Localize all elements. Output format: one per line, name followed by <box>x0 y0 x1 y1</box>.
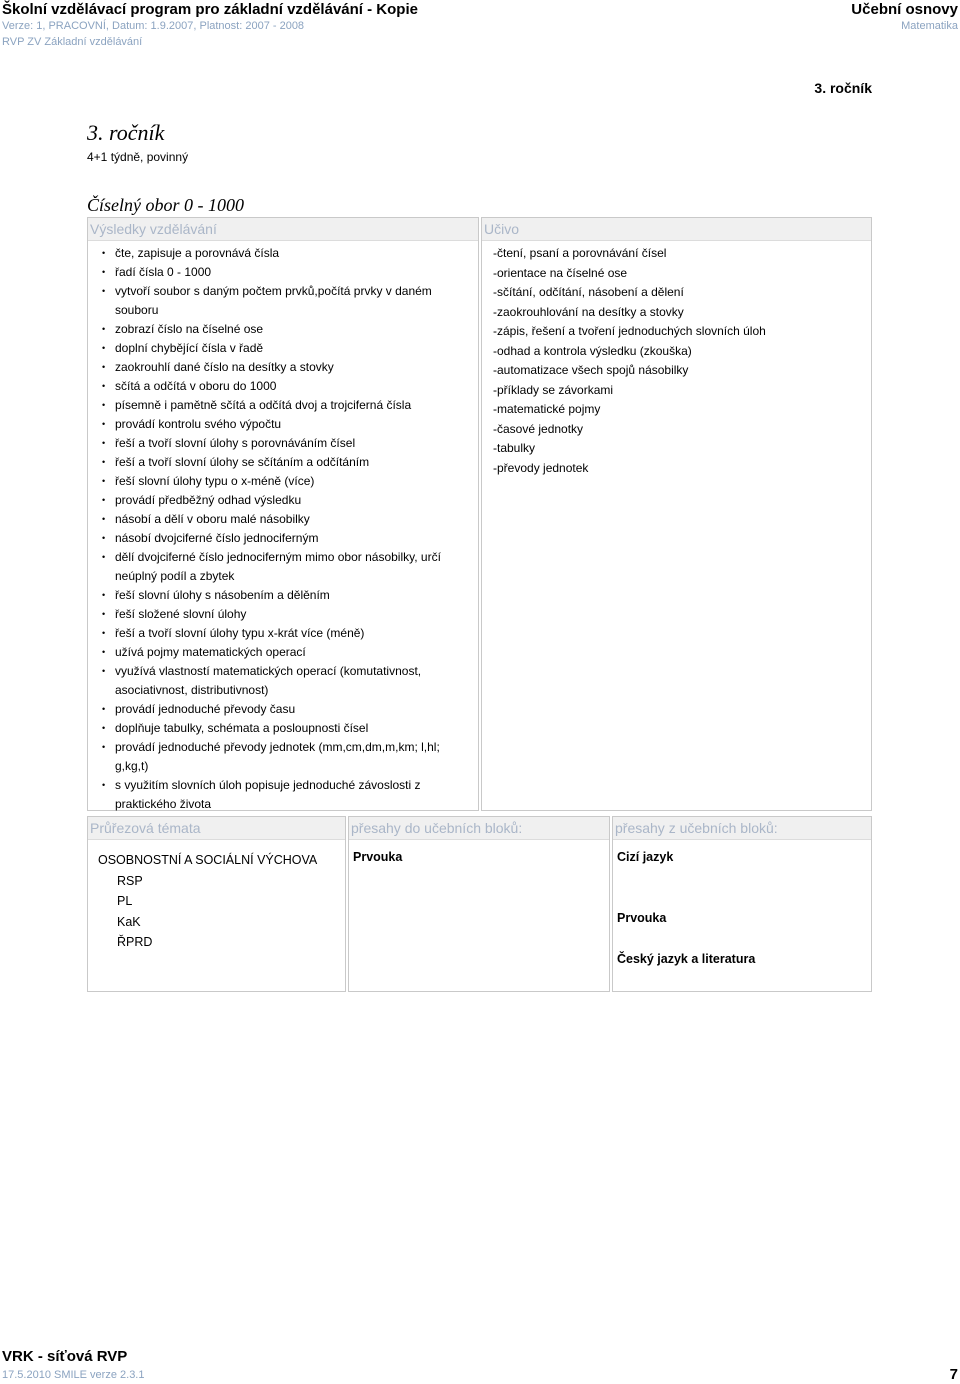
outcome-item: • doplňuje tabulky, schémata a posloupnosti čísel <box>88 719 478 738</box>
overlaps-from-box <box>612 816 872 992</box>
outcome-item: • řeší slovní úlohy s násobením a dělěním <box>88 586 478 605</box>
curriculum-item: -automatizace všech spojů násobilky <box>493 363 689 377</box>
curriculum-item: -odhad a kontrola výsledku (zkouška) <box>493 343 692 358</box>
outcome-item: • řeší a tvoří slovní úlohy typu x-krát více (méně) <box>88 624 478 643</box>
theme-sub-item: KaK <box>117 914 141 929</box>
curriculum-item: -převody jednotek <box>493 460 589 475</box>
themes-heading: Průřezová témata <box>88 817 345 840</box>
curriculum-item: -zaokrouhlování na desítky a stovky <box>493 304 684 319</box>
overlap-to-item: Prvouka <box>353 850 403 864</box>
overlaps-to-box <box>348 816 610 992</box>
outcome-item: • vytvoří soubor s daným počtem prvků,počítá prvky v daném souboru <box>88 282 478 320</box>
document-title: Školní vzdělávací program pro základní vzdělávání - Kopie <box>2 1 418 18</box>
outcome-item: • s využitím slovních úloh popisuje jednoduché závoslosti z praktického života <box>88 776 478 814</box>
outcome-item: • čte, zapisuje a porovnává čísla <box>88 244 478 263</box>
outcome-item: • dělí dvojciferné číslo jednociferným mimo obor násobilky, určí neúplný podíl a zbytek <box>88 548 478 586</box>
outcome-item: • řeší složené slovní úlohy <box>88 605 478 624</box>
grade-title: 3. ročník <box>87 120 165 145</box>
curriculum-item: -matematické pojmy <box>493 402 601 416</box>
footer-label: VRK - síťová RVP <box>2 1348 128 1365</box>
themes-box <box>87 816 346 992</box>
outcome-item: • řeší a tvoří slovní úlohy se sčítáním a odčítáním <box>88 453 478 472</box>
version-line: Verze: 1, PRACOVNÍ, Datum: 1.9.2007, Platnost: 2007 - 2008 <box>2 20 305 32</box>
curriculum-item: -příklady se závorkami <box>493 382 614 397</box>
curriculum-item: -sčítání, odčítání, násobení a dělení <box>493 285 684 299</box>
outcomes-heading: Výsledky vzdělávání <box>88 218 478 241</box>
outcome-item: • zaokrouhlí dané číslo na desítky a stovky <box>88 358 478 377</box>
theme-sub-item: RSP <box>117 873 143 888</box>
rvp-line: RVP ZV Základní vzdělávání <box>2 36 143 48</box>
curriculum-item: -časové jednotky <box>493 421 584 436</box>
curriculum-heading: Učivo <box>482 218 871 241</box>
outcome-item: • využívá vlastností matematických operací (komutativnost, asociativnost, distributivnost) <box>88 662 478 700</box>
outcome-item: • provádí jednoduché převody jednotek (mm,cm,dm,m,km; l,hl; g,kg,t) <box>88 738 478 776</box>
grade-label-right: 3. ročník <box>814 80 872 96</box>
curriculum-box <box>481 217 872 811</box>
overlap-from-item: Prvouka <box>617 911 667 925</box>
overlap-from-item: Cizí jazyk <box>617 850 674 864</box>
page-number: 7 <box>949 1366 958 1383</box>
outcome-item: • řadí čísla 0 - 1000 <box>88 263 478 282</box>
outcome-item: • řeší slovní úlohy typu o x-méně (více) <box>88 472 478 491</box>
outcome-item: • provádí předběžný odhad výsledku <box>88 491 478 510</box>
outcome-item: • doplní chybějící čísla v řadě <box>88 339 478 358</box>
outcome-item: • písemně i pamětně sčítá a odčítá dvoj a trojciferná čísla <box>88 396 478 415</box>
outcome-item: • provádí kontrolu svého výpočtu <box>88 415 478 434</box>
section-heading-right: Učební osnovy <box>851 1 958 18</box>
curriculum-list <box>482 241 871 478</box>
outcome-item: • zobrazí číslo na číselné ose <box>88 320 478 339</box>
curriculum-item: -čtení, psaní a porovnávání čísel <box>493 246 667 260</box>
overlap-from-item: Český jazyk a literatura <box>617 952 756 966</box>
curriculum-item: -zápis, řešení a tvoření jednoduchých slovních úloh <box>493 324 766 338</box>
outcome-item: • sčítá a odčítá v oboru do 1000 <box>88 377 478 396</box>
outcome-item: • násobí dvojciferné číslo jednociferným <box>88 529 478 548</box>
outcome-item: • užívá pojmy matematických operací <box>88 643 478 662</box>
curriculum-item: -tabulky <box>493 441 536 455</box>
curriculum-item: -orientace na číselné ose <box>493 265 628 280</box>
outcome-item: • řeší a tvoří slovní úlohy s porovnáváním čísel <box>88 434 478 453</box>
theme-main: OSOBNOSTNÍ A SOCIÁLNÍ VÝCHOVA <box>98 853 318 867</box>
overlaps-to-heading: přesahy do učebních bloků: <box>349 817 609 840</box>
theme-sub-item: PL <box>117 894 133 908</box>
outcomes-box <box>87 217 479 811</box>
outcomes-list <box>88 241 478 814</box>
outcome-item: • provádí jednoduché převody času <box>88 700 478 719</box>
weekly-hours: 4+1 týdně, povinný <box>87 150 189 164</box>
outcome-item: • násobí a dělí v oboru malé násobilky <box>88 510 478 529</box>
footer-version: 17.5.2010 SMILE verze 2.3.1 <box>2 1369 145 1381</box>
theme-sub-item: ŘPRD <box>117 935 153 949</box>
topic-title: Číselný obor 0 - 1000 <box>87 195 244 215</box>
overlaps-from-heading: přesahy z učebních bloků: <box>613 817 871 840</box>
subject-name: Matematika <box>901 20 958 32</box>
